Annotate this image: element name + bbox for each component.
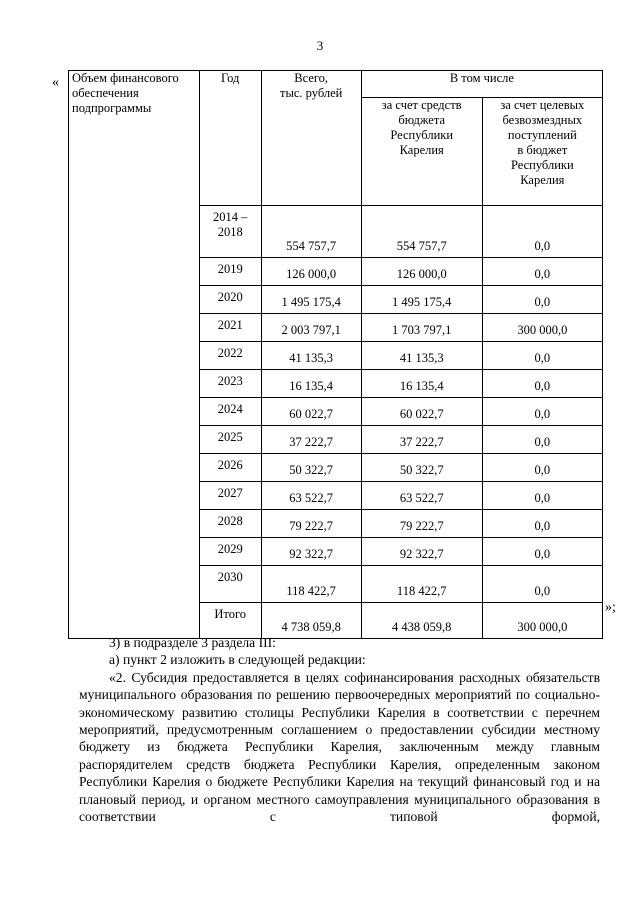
year-line: 2029 [217, 542, 243, 556]
financing-table [68, 70, 603, 639]
opening-quote: « [52, 75, 59, 90]
year-line: 2024 [217, 402, 243, 416]
header-line: тыс. рублей [279, 86, 343, 100]
subsidy-paragraph: «2. Субсидия предоставляется в целях софинансирования расходных обязательств муниципального образования по решению первоочередных мероприятий по социально-экономическому развитию столицы Республики Карелия в соответствии с перечнем мероприятий, предусмотренным соглашением о предоставлении субсидии местному бюджету из бюджета Республики Карелия, заключенным между главным распорядителем средств бюджета Республики Карелия, определенным законом Республики Карелия о бюджете Республики Карелия на текущий финансовый год и на плановый период, и органом местного самоуправления муниципального образования в соответствии с типовой формой, [79, 669, 600, 825]
header-line: Республики [390, 128, 454, 142]
budget-cell: 118 422,7 [361, 566, 482, 603]
budget-cell: 92 322,7 [361, 538, 482, 566]
label-line: подпрограммы [72, 101, 152, 115]
year-cell [199, 258, 261, 286]
header-line: Всего, [294, 71, 329, 85]
year-line: 2021 [217, 318, 243, 332]
targeted-cell: 0,0 [482, 206, 602, 258]
header-line: в бюджет [517, 143, 568, 157]
year-cell [199, 566, 261, 603]
year-line: 2025 [217, 430, 243, 444]
year-cell [199, 206, 261, 258]
total-cell: 92 322,7 [261, 538, 361, 566]
body-text [79, 634, 600, 825]
targeted-cell: 0,0 [482, 258, 602, 286]
year-line: 2026 [217, 458, 243, 472]
including-header: В том числе [361, 71, 602, 98]
year-header: Год [199, 71, 261, 206]
targeted-cell: 0,0 [482, 510, 602, 538]
year-cell [199, 538, 261, 566]
budget-cell: 1 495 175,4 [361, 286, 482, 314]
header-row-1 [69, 71, 603, 98]
year-line: 2014 – [213, 210, 248, 224]
budget-cell: 63 522,7 [361, 482, 482, 510]
budget-cell: 1 703 797,1 [361, 314, 482, 342]
targeted-header [482, 98, 602, 206]
total-cell: 16 135,4 [261, 370, 361, 398]
year-line: 2020 [217, 290, 243, 304]
financing-volume-label [69, 71, 200, 639]
total-cell: 4 738 059,8 [261, 603, 361, 639]
total-header [261, 71, 361, 206]
year-cell [199, 510, 261, 538]
total-cell: 554 757,7 [261, 206, 361, 258]
total-cell: 50 322,7 [261, 454, 361, 482]
header-line: Республики [510, 158, 574, 172]
year-line: 2018 [217, 225, 243, 239]
year-cell [199, 342, 261, 370]
year-cell [199, 286, 261, 314]
header-line: безвозмездных [502, 113, 583, 127]
header-line: за счет средств [381, 98, 462, 112]
total-cell: 41 135,3 [261, 342, 361, 370]
targeted-cell: 0,0 [482, 370, 602, 398]
header-line: за счет целевых [500, 98, 585, 112]
targeted-cell: 300 000,0 [482, 603, 602, 639]
targeted-cell: 0,0 [482, 454, 602, 482]
targeted-cell: 0,0 [482, 482, 602, 510]
budget-cell: 126 000,0 [361, 258, 482, 286]
budget-cell: 41 135,3 [361, 342, 482, 370]
targeted-cell: 0,0 [482, 538, 602, 566]
total-cell: 2 003 797,1 [261, 314, 361, 342]
targeted-cell: 0,0 [482, 286, 602, 314]
budget-cell: 16 135,4 [361, 370, 482, 398]
total-cell: 126 000,0 [261, 258, 361, 286]
targeted-cell: 0,0 [482, 566, 602, 603]
year-cell [199, 454, 261, 482]
total-cell: 60 022,7 [261, 398, 361, 426]
budget-cell: 50 322,7 [361, 454, 482, 482]
year-cell [199, 398, 261, 426]
budget-cell: 79 222,7 [361, 510, 482, 538]
total-cell: 79 222,7 [261, 510, 361, 538]
label-line: обеспечения [72, 86, 139, 100]
total-cell: 118 422,7 [261, 566, 361, 603]
total-cell: 1 495 175,4 [261, 286, 361, 314]
budget-cell: 4 438 059,8 [361, 603, 482, 639]
year-cell [199, 314, 261, 342]
header-line: Карелия [520, 173, 565, 187]
year-line: 2028 [217, 514, 243, 528]
clause-line: а) пункт 2 изложить в следующей редакции: [109, 652, 366, 668]
budget-cell: 37 222,7 [361, 426, 482, 454]
label-line: Объем финансового [72, 71, 179, 85]
targeted-cell: 0,0 [482, 426, 602, 454]
header-line: поступлений [507, 128, 577, 142]
header-line: бюджета [398, 113, 445, 127]
total-cell: 37 222,7 [261, 426, 361, 454]
budget-header [361, 98, 482, 206]
subsection-line: 3) в подразделе 3 раздела III: [109, 635, 276, 650]
year-cell [199, 370, 261, 398]
page-number: 3 [316, 38, 324, 53]
year-cell [199, 426, 261, 454]
header-line: Карелия [399, 143, 444, 157]
year-line: 2022 [217, 346, 243, 360]
budget-cell: 554 757,7 [361, 206, 482, 258]
year-line: 2027 [217, 486, 243, 500]
year-line: 2023 [217, 374, 243, 388]
targeted-cell: 300 000,0 [482, 314, 602, 342]
targeted-cell: 0,0 [482, 342, 602, 370]
targeted-cell: 0,0 [482, 398, 602, 426]
closing-quote: »; [605, 600, 616, 615]
year-line: 2019 [217, 262, 243, 276]
year-cell [199, 482, 261, 510]
year-line: Итого [214, 607, 247, 621]
year-line: 2030 [217, 570, 243, 584]
total-cell: 63 522,7 [261, 482, 361, 510]
budget-cell: 60 022,7 [361, 398, 482, 426]
